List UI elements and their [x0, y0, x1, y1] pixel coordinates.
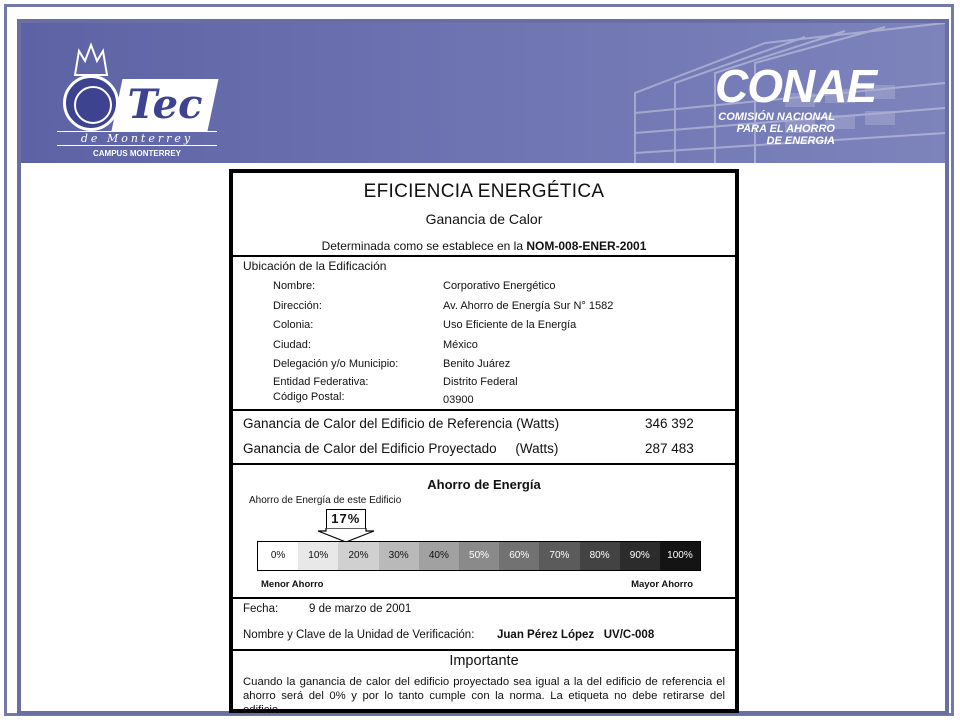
- field-key: Código Postal:: [273, 391, 345, 403]
- gain-reference-label: Ganancia de Calor del Edificio de Referencia (Watts): [243, 416, 560, 431]
- conae-logo: [715, 61, 915, 151]
- important-title: Importante: [449, 653, 519, 669]
- field-value: Corporativo Energético: [443, 280, 556, 292]
- field-value: 03900: [443, 394, 474, 406]
- scale-step: 80%: [580, 542, 620, 570]
- gain-projected-label: Ganancia de Calor del Edificio Proyectado (Watts): [243, 441, 559, 456]
- field-key: Entidad Federativa:: [273, 376, 369, 388]
- savings-scale: [257, 541, 701, 571]
- date-label: Fecha:: [243, 603, 279, 615]
- scale-step: 90%: [620, 542, 660, 570]
- field-value: Uso Eficiente de la Energía: [443, 319, 577, 331]
- tec-campus: CAMPUS MONTERREY: [92, 149, 181, 158]
- tec-subtitle: de Monterrey: [57, 131, 217, 146]
- scale-step: 0%: [258, 542, 298, 570]
- field-value: México: [443, 339, 478, 351]
- tec-seal-icon: [63, 75, 119, 131]
- verifier-label: Nombre y Clave de la Unidad de Verificación:: [243, 629, 475, 641]
- field-value: Benito Juárez: [443, 358, 511, 370]
- tec-wordmark: Tec: [111, 79, 218, 131]
- divider: [233, 463, 735, 465]
- field-value: Av. Ahorro de Energía Sur N° 1582: [443, 300, 614, 312]
- scale-step: 60%: [499, 542, 539, 570]
- tec-logo: [57, 31, 217, 159]
- gain-projected-value: 287 483: [645, 441, 694, 456]
- slide-frame: [4, 4, 954, 716]
- crest-icon: [71, 41, 111, 77]
- slide: [17, 19, 949, 715]
- verifier-value: Juan Pérez López UV/C-008: [497, 629, 655, 641]
- label-title: EFICIENCIA ENERGÉTICA: [363, 181, 605, 202]
- scale-low-label: Menor Ahorro: [261, 579, 324, 590]
- conae-wordmark: CONAE: [715, 60, 877, 112]
- location-heading: Ubicación de la Edificación: [243, 259, 387, 273]
- scale-step: 20%: [338, 542, 378, 570]
- divider: [233, 649, 735, 651]
- energy-label: [229, 169, 739, 716]
- field-value: Distrito Federal: [443, 376, 518, 388]
- scale-step: 50%: [459, 542, 499, 570]
- conae-subtitle: COMISIÓN NACIONAL PARA EL AHORRO DE ENERGIA: [718, 111, 835, 147]
- important-body: Cuando la ganancia de calor del edificio proyectado sea igual a la del edificio de referencia el ahorro será del 0% y por lo tanto cumple con la norma. La etiqueta no debe retirarse del edificio.: [243, 676, 725, 716]
- field-key: Ciudad:: [273, 339, 311, 351]
- label-subtitle: Ganancia de Calor: [425, 211, 543, 227]
- savings-subtitle: Ahorro de Energía de este Edificio: [249, 495, 402, 506]
- savings-value: 17%: [326, 509, 366, 529]
- divider: [233, 409, 735, 411]
- scale-high-label: Mayor Ahorro: [631, 579, 693, 590]
- date-value: 9 de marzo de 2001: [309, 603, 412, 615]
- savings-indicator: [316, 509, 376, 545]
- gain-reference-value: 346 392: [645, 416, 694, 431]
- savings-title: Ahorro de Energía: [427, 477, 541, 492]
- scale-step: 40%: [419, 542, 459, 570]
- field-key: Colonia:: [273, 319, 314, 331]
- divider: [233, 597, 735, 599]
- scale-step: 70%: [539, 542, 579, 570]
- field-key: Nombre:: [273, 280, 316, 292]
- label-norm-line: Determinada como se establece en la NOM-008-ENER-2001: [321, 239, 647, 253]
- norm-code: NOM-008-ENER-2001: [526, 239, 647, 253]
- header-banner: [21, 23, 945, 163]
- divider: [233, 255, 735, 257]
- scale-step: 100%: [660, 542, 700, 570]
- scale-step: 10%: [298, 542, 338, 570]
- scale-step: 30%: [379, 542, 419, 570]
- field-key: Dirección:: [273, 300, 322, 312]
- field-key: Delegación y/o Municipio:: [273, 358, 399, 370]
